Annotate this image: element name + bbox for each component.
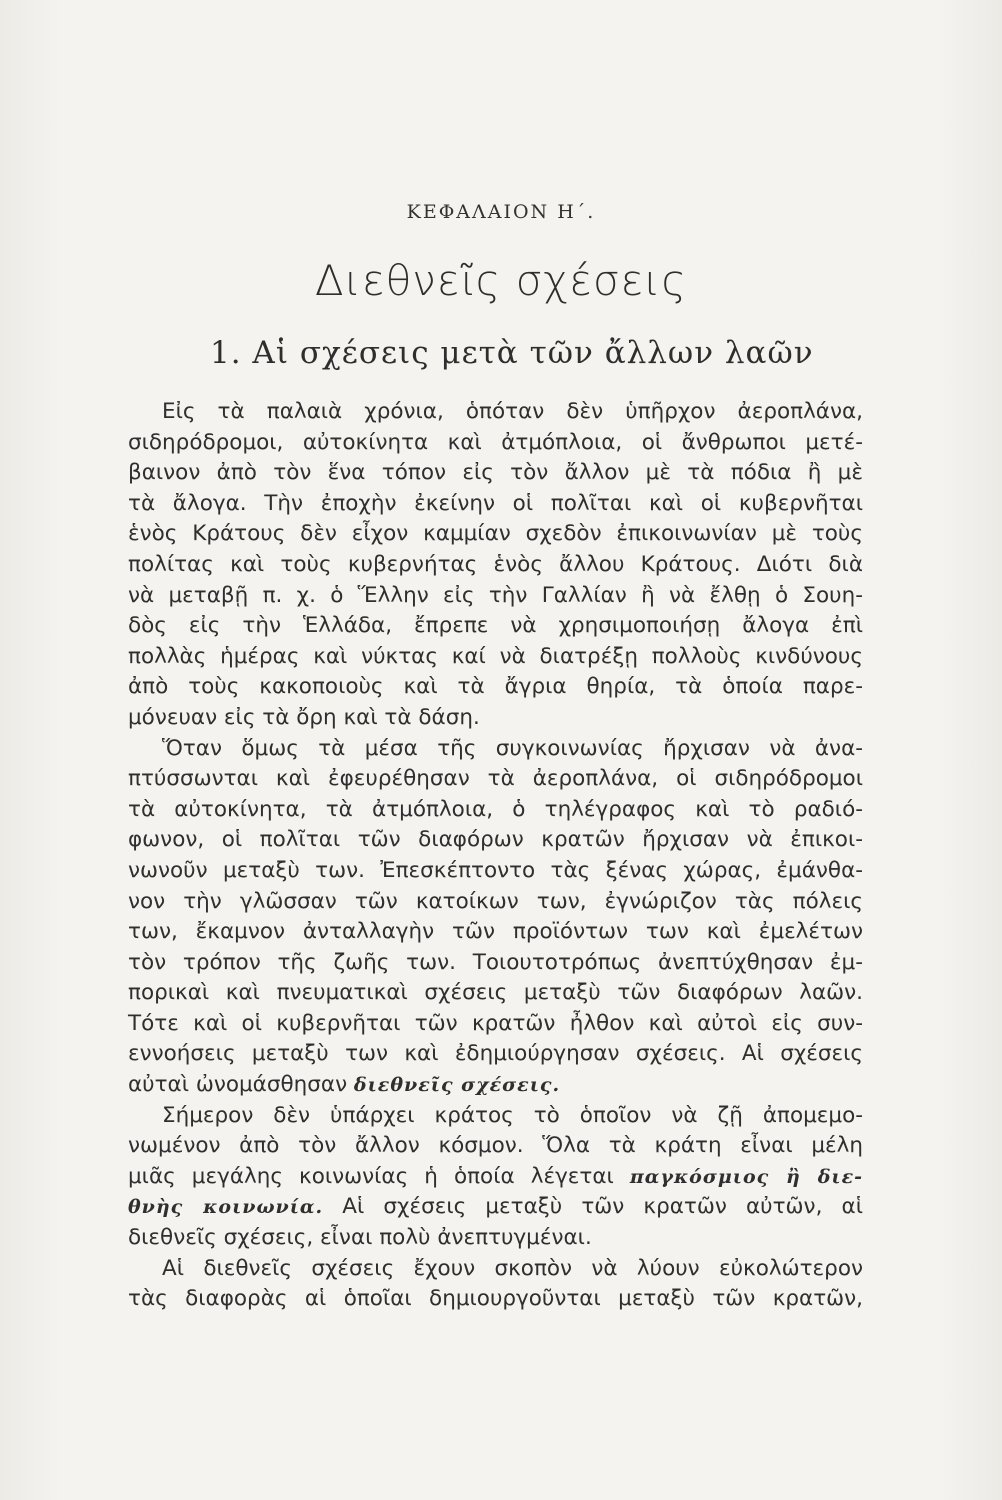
emphasized-term: διεθνεῖς σχέσεις. (353, 1074, 561, 1097)
body-text (128, 397, 863, 1315)
emphasized-term: θνὴς κοινωνία. (128, 1196, 324, 1219)
section-heading: 1. Αἱ σχέσεις μετὰ τῶν ἄλλων λαῶν (210, 335, 814, 371)
chapter-title: Διεθνεῖς σχέσεις (314, 256, 688, 305)
paragraph-line: Τότε καὶ οἱ κυβερνῆται τῶν κρατῶν ἦλθον καὶ αὐτοὶ εἰς συν- (128, 1010, 863, 1036)
paragraph-line: Αἱ διεθνεῖς σχέσεις ἔχουν σκοπὸν νὰ λύουν εὐκολώτερον (162, 1255, 863, 1281)
paragraph-line: τὰ αὐτοκίνητα, τὰ ἀτμόπλοια, ὁ τηλέγραφος καὶ τὸ ραδιό- (128, 796, 863, 822)
paragraph-line: πορικαὶ καὶ πνευματικαὶ σχέσεις μεταξὺ τῶν διαφόρων λαῶν. (128, 980, 863, 1006)
paragraph-line: τὸν τρόπον τῆς ζωῆς των. Τοιουτοτρόπως ἀνεπτύχθησαν ἐμ- (128, 949, 863, 975)
paragraph-line (128, 1192, 863, 1223)
paragraph-line (128, 1070, 863, 1101)
paragraph-line: τὰ ἄλογα. Τὴν ἐποχὴν ἐκείνην οἱ πολῖται καὶ οἱ κυβερνῆται (128, 490, 863, 516)
paragraph-line: νὰ μεταβῇ π. χ. ὁ Ἕλλην εἰς τὴν Γαλλίαν ἢ νὰ ἔλθῃ ὁ Σουη- (128, 582, 863, 608)
paragraph-line: πολίτας καὶ τοὺς κυβερνήτας ἑνὸς ἄλλου Κράτους. Διότι διὰ (128, 551, 863, 577)
paragraph-line: πολλὰς ἡμέρας καὶ νύκτας καί νὰ διατρέξῃ πολλοὺς κινδύνους (128, 643, 863, 669)
paragraph-line: νωμένον ἀπὸ τὸν ἄλλον κόσμον. Ὅλα τὰ κράτη εἶναι μέλη (128, 1133, 863, 1159)
chapter-label: ΚΕΦΑΛΑΙΟΝ Η΄. (406, 201, 596, 223)
paragraph-line: των, ἔκαμνον ἀνταλλαγὴν τῶν προϊόντων των καὶ ἐμελέτων (128, 919, 863, 945)
paragraph-line: βαινον ἀπὸ τὸν ἕνα τόπον εἰς τὸν ἄλλον μὲ τὰ πόδια ἢ μὲ (128, 460, 863, 486)
paragraph-line: ἑνὸς Κράτους δὲν εἶχον καμμίαν σχεδὸν ἐπικοινωνίαν μὲ τοὺς (128, 521, 863, 547)
paragraph-line: διεθνεῖς σχέσεις, εἶναι πολὺ ἀνεπτυγμέναι. (128, 1225, 592, 1251)
paragraph-line: νον τὴν γλῶσσαν τῶν κατοίκων των, ἐγνώριζον τὰς πόλεις (128, 888, 863, 914)
paragraph-line: τὰς διαφορὰς αἱ ὁποῖαι δημιουργοῦνται μεταξὺ τῶν κρατῶν, (128, 1286, 863, 1312)
paragraph-line: σιδηρόδρομοι, αὐτοκίνητα καὶ ἀτμόπλοια, οἱ ἄνθρωποι μετέ- (128, 429, 863, 455)
paragraph-line: Ὅταν ὅμως τὰ μέσα τῆς συγκοινωνίας ἤρχισαν νὰ ἀνα- (162, 735, 863, 761)
paragraph-line: Σήμερον δὲν ὑπάρχει κράτος τὸ ὁποῖον νὰ ζῇ ἀπομεμο- (162, 1102, 863, 1128)
line-text: Αἱ σχέσεις μεταξὺ τῶν κρατῶν αὐτῶν, αἱ (323, 1194, 863, 1220)
line-text: αὐταὶ ὠνομάσθησαν (128, 1072, 354, 1098)
paragraph-line: μόνευαν εἰς τὰ ὄρη καὶ τὰ δάση. (128, 704, 480, 730)
paragraph-line: πτύσσωνται καὶ ἐφευρέθησαν τὰ ἀεροπλάνα, οἱ σιδηρόδρομοι (128, 766, 863, 792)
paragraph-line (128, 1162, 863, 1193)
paragraph-line: νωνοῦν μεταξὺ των. Ἐπεσκέπτοντο τὰς ξένας χώρας, ἐμάνθα- (128, 857, 863, 883)
paragraph-line: φωνον, οἱ πολῖται τῶν διαφόρων κρατῶν ἤρχισαν νὰ ἐπικοι- (128, 827, 863, 853)
paragraph-line: εννοήσεις μεταξὺ των καὶ ἐδημιούργησαν σχέσεις. Αἱ σχέσεις (128, 1041, 863, 1067)
paragraph-line: δὸς εἰς τὴν Ἑλλάδα, ἔπρεπε νὰ χρησιμοποιήσῃ ἄλογα ἐπὶ (128, 613, 863, 639)
line-text: μιᾶς μεγάλης κοινωνίας ἡ ὁποία λέγεται (128, 1163, 630, 1189)
paragraph-line: Εἰς τὰ παλαιὰ χρόνια, ὁπόταν δὲν ὑπῆρχον ἀεροπλάνα, (162, 399, 863, 424)
emphasized-term: παγκόσμιος ἢ διε- (629, 1165, 864, 1188)
paragraph-line: ἀπὸ τοὺς κακοποιοὺς καὶ τὰ ἄγρια θηρία, τὰ ὁποία παρε- (128, 674, 863, 700)
